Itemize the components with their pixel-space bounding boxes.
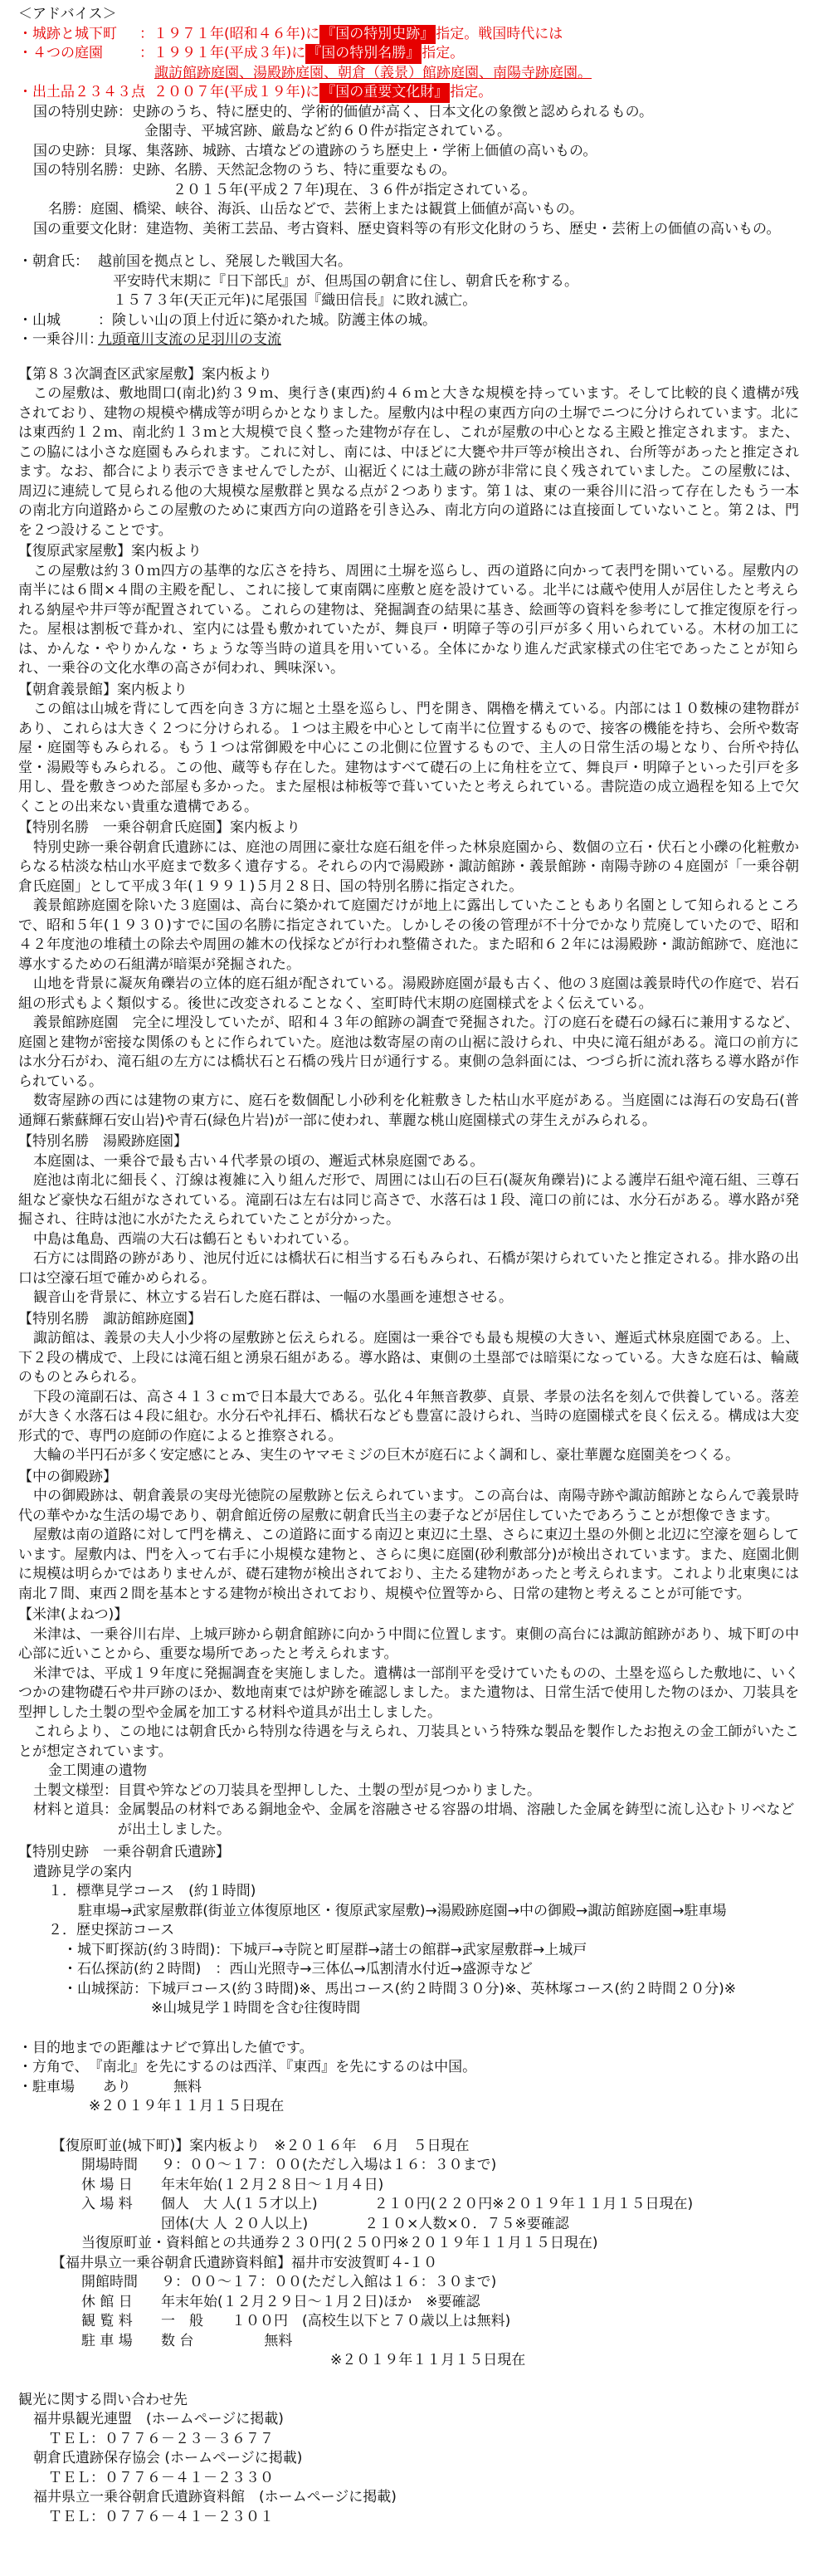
contact-tel[interactable]: ＴＥＬ：０７７６－４１－２３０１ (48, 2508, 274, 2525)
definition-item: 国の史跡： 貝塚、集落跡、城跡、古墳などの遺跡のうち歴史上・学術上価値の高いもの。 (33, 142, 597, 159)
castle-info (18, 252, 799, 350)
tour-item: ・山城探訪：下城戸コース(約３時間)※、馬出コース(約２時間３０分)※、英林塚コース(約２時間２０分)※ (63, 1980, 736, 1997)
contact-name: 福井県立一乗谷朝倉氏遺跡資料館 (ホームページに掲載) (33, 2489, 397, 2505)
castle-item: １５７３年(天正元年)に尾張国『織田信長』に敗れ滅亡。 (113, 292, 477, 309)
section-paragraph: これらより、この地には朝倉氏から特別な待遇を与えられ、刀装具という特殊な製品を製作したお抱えの金工師がいたことが想定されています。 (18, 1723, 799, 1760)
castle-item: 平安時代末期に『日下部氏』が、但馬国の朝倉に住し、朝倉氏を称する。 (113, 272, 578, 290)
contact-name: 福井県観光連盟 (ホームページに掲載) (33, 2411, 284, 2427)
tour-guide (18, 1843, 799, 2019)
section-paragraph: 下段の滝副石は、高さ４１３ｃｍで日本最大である。弘化４年無音教夢、貞景、孝景の法名を刻んで供養している。落差が大きく水落石は４段に組む。水分石や礼拝石、橋状石なども豊富に設けられ、当時の庭園様式を良く伝える。構成は大変形式的で、専門の庭師の作庭によると推察される。 (18, 1388, 799, 1444)
contacts (18, 2391, 799, 2528)
tour-item: １．標準見学コース (約１時間) (48, 1883, 256, 1899)
tour-item: ※山城見学１時間を含む往復時間 (151, 2000, 361, 2016)
highlight-artifacts: ・出土品２３４３点 ：２００７年(平成１９年)に 『国の重要文化財』 指定。 (18, 83, 799, 103)
facility-row: 団体(大 人 ２０人以上) ２１０×人数×０．７５※要確認 (161, 2215, 569, 2232)
section-paragraph: 大輪の半円石が多く安定感にとみ、実生のヤマモミジの巨木が庭石によく調和し、豪壮華麗な庭園美をつくる。 (33, 1447, 740, 1464)
metalwork-item: 土製文様型： 目貫や笄などの刀装具を型押しした、土製の型が見つかりました。 (33, 1782, 541, 1799)
tour-title: 【特別史跡 一乗谷朝倉氏遺跡】 (18, 1844, 230, 1860)
section-paragraph: 義景館跡庭園を除いた３庭園は、高台に築かれて庭園だけが地上に露出していたこともあり名園として知られるところで、昭和５年(１９３０)すでに国の名勝に指定されていた。しかしその後の管理が不十分でかなり荒廃していたので、昭和４２年度池の堆積土の除去や周囲の雑木の伐採などが行われ整備された。また昭和６２年には湯殿跡・諏訪館跡で、庭池に導水するための石組溝が暗渠が発掘された。 (18, 897, 799, 973)
section-paragraph: 数寄屋跡の西には建物の東方に、庭石を数個配し小砂利を化粧敷きした枯山水平庭がある。当庭園には海石の安島石(普通輝石紫蘇輝石安山岩)や青石(緑色片岩)が一部に使われ、華麗な桃山庭園様式の芽生えがみられる。 (18, 1092, 799, 1129)
facility-info (18, 2137, 799, 2371)
castle-item: ・朝倉氏： 越前国を拠点とし、発展した戦国大名。 (18, 253, 352, 270)
facility-museum (51, 2254, 799, 2371)
tour-item: ・石仏探訪(約２時間) ：西山光照寺→三体仏→瓜割清水付近→盛源寺など (63, 1961, 533, 1977)
castle-item: ・山城 ：険しい山の頂上付近に築かれた城。防護主体の城。 (18, 311, 436, 329)
definition-item: 名勝： 庭園、橋梁、峡谷、海浜、山岳などで、芸術上または観賞上価値が高いもの。 (48, 201, 583, 218)
section-paragraph: 米津は、一乗谷川右岸、上城戸跡から朝倉館跡に向かう中間に位置します。東側の高台には諏訪館跡があり、城下町の中心部に近いことから、重要な場所であったと考えられます。 (18, 1625, 799, 1662)
section-paragraph: 義景館跡庭園 完全に埋没していたが、昭和４３年の館跡の調査で発掘された。汀の庭石を礎石の縁石に兼用するなど、庭園と建物が密接な関係のもとに作られていた。庭池は数寄屋の南の山裾に設けられ、中央に滝石組がある。滝口の前方には水分石がわ、滝石組の左方には橋状石と石橋の残片日が通行する。東側の急斜面には、つづら折に流れ落ちる導水路が作られている。 (18, 1014, 799, 1090)
section-naka-no-goten (18, 1468, 799, 1605)
metalwork-item: 金工関連の遺物 (48, 1762, 147, 1779)
section-title: 【中の御殿跡】 (18, 1468, 117, 1485)
facility-row: 当復原町並・資料館との共通券２３０円(２５０円※２０１９年１１月１５日現在) (81, 2235, 598, 2251)
highlight-castle: ・城跡と城下町 ：１９７１年(昭和４６年)に 『国の特別史跡』 指定。戦国時代には (18, 25, 799, 45)
note-item: ※２０１９年１１月１５日現在 (18, 2098, 285, 2114)
section-yudono-garden (18, 1132, 799, 1308)
castle-item: ・一乗谷川： 九頭竜川支流の足羽川の支流 (18, 331, 281, 348)
section-title: 【特別名勝 湯殿跡庭園】 (18, 1133, 188, 1150)
section-paragraph: 米津では、平成１９年度に発掘調査を実施しました。遺構は一部削平を受けていたものの、土塁を巡らした敷地に、いくつかの建物礎石や井戸跡のほか、数地南東では炉跡を確認しました。また遺物は、日常生活で使用した物のほか、刀装具を型押しした土製の型や金属を加工する材料や道具が出土しました。 (18, 1664, 799, 1721)
contact-name: 朝倉氏遺跡保存協会 (ホームページに掲載) (33, 2450, 303, 2466)
tour-item: ・城下町探訪(約３時間)：下城戸→寺院と町屋群→諸士の館群→武家屋敷群→上城戸 (63, 1941, 587, 1958)
highlight-gardens-list: 諏訪館跡庭園、湯殿跡庭園、朝倉（義景）館跡庭園、南陽寺跡庭園。 (18, 64, 799, 84)
section-paragraph: この屋敷は約３０ｍ四方の基準的な広さを持ち、周囲に土塀を巡らし、西の道路に向かって表門を開いている。屋敷内の南半には６間×４間の主殿を配し、これに接して東南隅に座敷と庭を設けている。北半には蔵や使用人が居住したと考えられる納屋や井戸等が配置されている。これらの建物は、発掘調査の結果に基き、絵画等の資料を参考にして推定復原を行った。屋根は割板で葺かれ、室内には畳も敷かれていたが、舞良戸・明障子等の引戸が多く用いられている。木材の加工には、かんな・やりかんな・ちょうな等当時の道具を用いている。全体にかなり進んだ武家様式の住宅であったことが知られ、一乗谷の文化水準の高さが伺われ、興味深い。 (18, 562, 799, 677)
section-yoshikage-residence (18, 681, 799, 818)
highlight-gardens: ・４つの庭園 ：１９９１年(平成３年)に 『国の特別名勝』 指定。 (18, 44, 799, 64)
facility-row: 駐 車 場 数 台 無料 (81, 2332, 293, 2349)
section-title: 【特別名勝 一乗谷朝倉氏庭園】案内板より (18, 819, 300, 836)
facility-row: 休 場 日 年末年始(１２月２８日～１月４日) (81, 2176, 384, 2193)
guide-sections (18, 365, 799, 1840)
facility-row: 休 館 日 年末年始(１２月２９日～１月２日)ほか ※要確認 (81, 2293, 480, 2310)
section-paragraph: 中島は亀島、西端の大石は鶴石ともいわれている。 (33, 1230, 358, 1248)
note-item: ・目的地までの距離はナビで算出した値です。 (18, 2039, 314, 2056)
note-item: ・方角で、 『南北』を先にするのは西洋、『東西』を先にするのは中国。 (18, 2059, 477, 2075)
facility-title: 【福井県立一乗谷朝倉氏遺跡資料館】福井市安波賀町４-１０ (51, 2254, 438, 2271)
section-title: 【第８３次調査区武家屋敷】案内板より (18, 365, 272, 383)
section-paragraph: 諏訪館は、義景の夫人小少将の屋敷跡と伝えられる。庭園は一乗谷でも最も規模の大きい、邂逅式林泉庭園である。上、下２段の構成で、上段には滝石組と湧泉石組がある。導水路は、東側の土塁部では暗渠になっている。大きな庭石は、輪蔵のものとみられる。 (18, 1330, 799, 1386)
facility-row: ※２０１９年１１月１５日現在 (161, 2352, 526, 2368)
section-title: 【米津(よねつ)】 (18, 1606, 129, 1623)
section-paragraph: 山地を背景に凝灰角礫岩の立体的庭石組が配されている。湯殿跡庭園が最も古く、他の３庭園は義景時代の作庭で、岩石組の形式もよく類似する。後世に改変されることなく、室町時代末期の庭園様式をよく伝えている。 (18, 975, 799, 1012)
contact-tel[interactable]: ＴＥＬ：０７７６－４１－２３３０ (48, 2469, 274, 2486)
metalwork-item: 材料と道具： 金属製品の材料である銅地金や、金属を溶融させる容器の坩堝、溶融した金属を鋳型に流し込むトリベなどが出土しました。 (33, 1801, 795, 1838)
definition-item: 金閣寺、平城宮跡、厳島など約６０件が指定されている。 (116, 123, 511, 139)
advice-header: ＜アドバイス＞ (18, 6, 117, 22)
section-title: 【復原武家屋敷】案内板より (18, 543, 202, 560)
section-paragraph: 中の御殿跡は、朝倉義景の実母光徳院の屋敷跡と伝えられています。この高台は、南陽寺跡や諏訪館跡とならんで義景時代の華やかな生活の場であり、朝倉館近傍の屋敷に朝倉氏当主の妻子などが居住していたであろうことが想像できます。 (18, 1488, 799, 1524)
facility-row: 観 覧 料 一 般 １００円 (高校生以下と７０歳以上は無料) (81, 2313, 511, 2329)
definition-item: 国の特別史跡： 史跡のうち、特に歴史的、学術的価値が高く、日本文化の象徴と認められるもの。 (33, 103, 653, 120)
section-paragraph: 観音山を背景に、林立する岩石した庭石群は、一幅の水墨画を連想させる。 (33, 1289, 513, 1306)
section-restored-residence (18, 542, 799, 679)
facility-row: 開場時間 ９：００～１７：００(ただし入場は１６：３０まで) (81, 2157, 497, 2173)
tour-item: 駐車場→武家屋敷群(街並立体復原地区・復原武家屋敷)→湯殿跡庭園→中の御殿→諏訪館跡庭園→駐車場 (78, 1902, 727, 1919)
facility-row: 入 場 料 個人 大 人(１５才以上) ２１０円(２２０円※２０１９年１１月１５日現在) (81, 2196, 694, 2212)
section-paragraph: 特別史跡一乗谷朝倉氏遺跡には、庭池の周囲に豪壮な庭石組を伴った林泉庭園から、数個の立石・伏石と小礫の化粧敷からなる枯淡な枯山水平庭まで数多く遺存する。それらの内で湯殿跡・諏訪館跡・義景館跡・南陽寺跡の４庭園が「一乗谷朝倉氏庭園」として平成３年(１９９１)５月２８日、国の特別名勝に指定された。 (18, 838, 799, 895)
section-suwa-garden (18, 1310, 799, 1466)
definition-item: ２０１５年(平成２７年)現在、３６件が指定されている。 (116, 181, 537, 198)
note-item: ・駐車場 あり 無料 (18, 2078, 202, 2095)
facility-row: 開館時間 ９：００～１７：００(ただし入館は１６：３０まで) (81, 2274, 497, 2290)
definitions-list (18, 103, 799, 240)
section-paragraph: 石方には間路の跡があり、池尻付近には橋状石に相当する石もみられ、石橋が架けられていたと推定される。排水路の出口は空濠石垣で確かめられる。 (18, 1250, 799, 1287)
metalwork-artifacts (18, 1762, 799, 1840)
section-paragraph: 屋敷は南の道路に対して門を構え、この道路に面する南辺と東辺に土塁、さらに東辺土塁の外側と北辺に空濠を廻らしています。屋敷内は、門を入って右手に小規模な建物と、さらに奥に庭園(砂利敷部分)が検出されています。また、庭園北側に規模は明らかではありませんが、礎石建物が検出されており、主たる建物があったと考えられます。これより北東奥には南北７間、東西２間を基本とする建物が検出されており、規模や位置等から、日常の建物と考えることが可能です。 (18, 1527, 799, 1602)
section-paragraph: 本庭園は、一乗谷で最も古い４代孝景の頃の、邂逅式林泉庭園である。 (33, 1152, 485, 1170)
tour-item: ２．歴史探訪コース (48, 1922, 175, 1938)
definition-item: 国の重要文化財： 建造物、美術工芸品、考古資料、歴史資料等の有形文化財のうち、歴史・芸術上の価値の高いもの。 (33, 220, 781, 237)
facility-town (51, 2137, 799, 2254)
section-yonetsu (18, 1606, 799, 1762)
section-paragraph: この館は山城を背にして西を向き３方に堀と土塁を巡らし、門を開き、隅櫓を構えている。内部には１０数棟の建物群があり、これらは大きく２つに分けられる。１つは主殿を中心として南半に位置するもので、接客の機能を持ち、会所や数寄屋・庭園等もみられる。もう１つは常御殿を中心にこの北側に位置するもので、主人の日常生活の場となり、台所や持仏堂・湯殿等もみられる。この他、蔵等も存在した。建物はすべて礎石の上に角柱を立て、舞良戸・明障子といった引戸を多用し、畳を敷きつめた部屋も多かった。また屋根は柿板等で葺いていたと考えられている。書院造の成立過程を知る上で欠くことの出来ない貴重な遺構である。 (18, 701, 799, 815)
section-title: 【特別名勝 諏訪館跡庭園】 (18, 1310, 202, 1327)
section-samurai-residence-83 (18, 365, 799, 541)
section-paragraph: この屋敷は、敷地間口(南北)約３９ｍ、奥行き(東西)約４６ｍと大きな規模を持っています。そして比較的良く遺構が残されており、建物の規模や構成等が明らかとなりました。屋敷内は中程の東西方向の土塀でニつに分けられています。北には東西約１２ｍ、南北約１３ｍと大規模で良く整った建物が存在し、これが屋敷の中心となる主殿と推定されます。また、この脇には小さな庭園もみられます。これに対し、南には、中ほどに大甕や井戸等が検出され、台所等があったと推定されます。なお、都合により表示できませんでしたが、山裾近くには土蔵の跡が非常に良く残されていました。この屋敷には、周辺に連続して見られる他の大規模な屋敷群と異なる点が２つあります。第１は、東の一乗谷川に沿って存在したもう一本の南北方向道路からこの屋敷のために東西方向の道路を引き込み、南北方向の道路には直接面していないこと。第２は、門を２つ設けることです。 (18, 385, 799, 539)
designation-highlights (18, 25, 799, 103)
facility-title: 【復原町並(城下町)】案内板より ※２０１６年 ６月 ５日現在 (51, 2137, 470, 2154)
contact-tel[interactable]: ＴＥＬ：０７７６－２３－３６７７ (48, 2430, 274, 2447)
section-title: 【朝倉義景館】案内板より (18, 681, 188, 698)
notes (18, 2039, 799, 2117)
section-asakura-gardens (18, 819, 799, 1131)
section-paragraph: 庭池は南北に細長く、汀線は複雑に入り組んだ形で、周囲には山石の巨石(凝灰角礫岩)による護岸石組や滝石組、三尊石組など豪快な石組がなされている。滝副石は左右は同じ高さで、水落石は１段、滝口の前には、水分石がある。導水路が発掘され、往時は池に水がたたえられていたことが分かった。 (18, 1172, 799, 1228)
tour-subtitle: 遺跡見学の案内 (33, 1863, 132, 1880)
definition-item: 国の特別名勝： 史跡、名勝、天然記念物のうち、特に重要なもの。 (33, 162, 456, 178)
contacts-title: 観光に関する問い合わせ先 (18, 2391, 188, 2408)
